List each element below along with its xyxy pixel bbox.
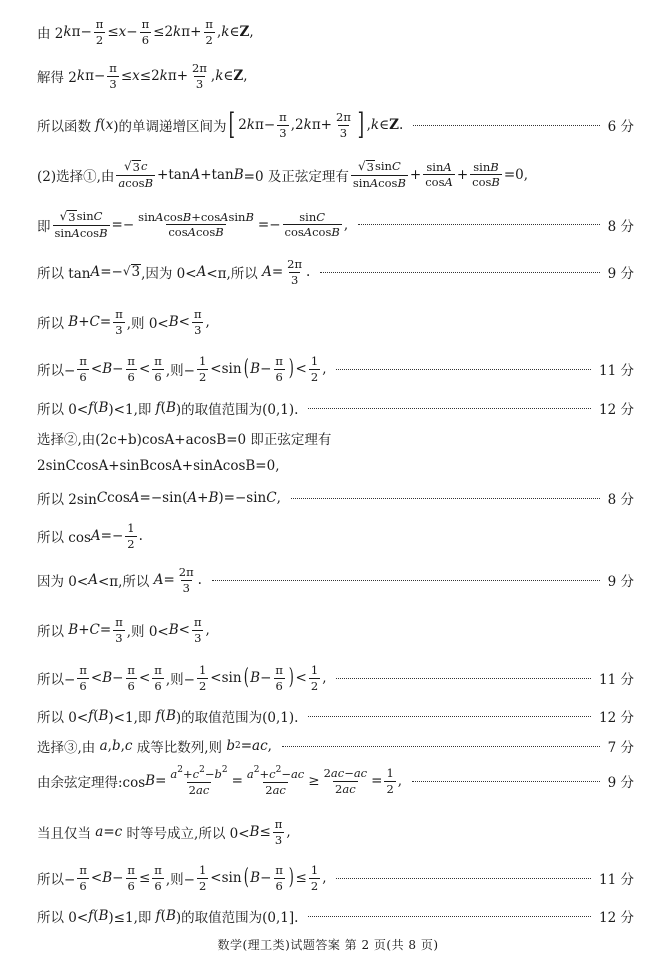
solution-line — [37, 18, 634, 46]
score-label: 7 分 — [607, 740, 634, 756]
solution-line — [37, 864, 634, 892]
leader-dots — [282, 746, 600, 747]
solution-line — [37, 706, 634, 726]
math-expression: 由 2 k π− $\frac{\pi}{2}$ ≤ x − $\frac{\pi}{6}$ ≤2 k π+ $\frac{\pi}{2}$ , k ∈ Z , — [37, 17, 254, 47]
score-label: 12 分 — [599, 910, 634, 926]
solution-line — [37, 258, 634, 286]
math-expression: 由余弦定理得:cos B = $\frac{a^2+c^2-b^2}{2ac}$ = $\frac{a^2+c^2-ac}{2ac}$ ≥ $\frac{2ac-ac}{2ac}$ = $\frac{1}{2}$ , — [37, 765, 403, 797]
score-label: 9 分 — [607, 574, 634, 591]
leader-dots — [412, 781, 600, 782]
score-label: 11 分 — [599, 872, 634, 889]
math-expression: 所以函数 f ( x )的单调递增区间为 [ 2 k π− $\frac{\pi}{3}$ ,2 k π+ $\frac{2\pi}{3}$ ] , k ∈ Z . — [37, 107, 404, 142]
math-expression: 即 √ 3 sinC sinAcosB =− $\frac{\text{sinAcosB+cosAsinB}}{\text{cosAcosB}}$ =− $\frac{\sin C}{\text{cosAcosB}}$ , — [37, 209, 349, 241]
solution-line — [37, 107, 634, 142]
math-expression: 所以− $\frac{\pi}{6}$ < B − $\frac{\pi}{6}$ < $\frac{\pi}{6}$ ,则− $\frac{1}{2}$ <sin ( B − $\frac{\pi}{6}$ ) < $\frac{1}{2}$ , — [37, 354, 327, 384]
solution-line — [37, 62, 634, 90]
solution-line — [37, 458, 634, 474]
score-label: 6 分 — [607, 119, 634, 135]
leader-dots — [212, 580, 600, 581]
score-label: 8 分 — [607, 492, 634, 508]
solution-line — [37, 566, 634, 594]
solution-line — [37, 160, 634, 190]
math-expression: 所以− $\frac{\pi}{6}$ < B − $\frac{\pi}{6}$ ≤ $\frac{\pi}{6}$ ,则− $\frac{1}{2}$ <sin ( B − $\frac{\pi}{6}$ ) ≤ $\frac{1}{2}$ , — [37, 863, 327, 893]
solution-line — [37, 488, 634, 508]
solution-line — [37, 210, 634, 240]
score-label: 9 分 — [607, 775, 634, 792]
solution-line — [37, 398, 634, 418]
text-line: 2sinCcosA+sinBcosA+sinAcosB=0, — [37, 458, 280, 474]
math-expression: 选择③,由 a , b , c 成等比数列,则 b 2 = ac , — [37, 738, 272, 756]
solution-line — [37, 355, 634, 383]
math-expression: 所以 tan A =− √ 3 ,因为 0< A <π,所以 A = $\frac{2\pi}{3}$ . — [37, 257, 311, 287]
math-expression: 所以 B + C = $\frac{\pi}{3}$ ,则 0< B < $\frac{\pi}{3}$ , — [37, 615, 210, 645]
solution-line — [37, 616, 634, 644]
solution-line — [37, 664, 634, 692]
math-expression: 所以 2sin C cos A =−sin( A + B )=−sin C , — [37, 490, 281, 508]
score-label: 11 分 — [599, 363, 634, 380]
leader-dots — [336, 678, 591, 679]
leader-dots — [413, 125, 599, 126]
leader-dots — [336, 878, 591, 879]
text-line: 选择②,由(2c+b)cosA+acosB=0 即正弦定理有 — [37, 432, 332, 448]
page-footer: 数学(理工类)试题答案 第 2 页(共 8 页) — [217, 938, 439, 952]
solution-line — [37, 428, 634, 448]
leader-dots — [308, 716, 591, 717]
math-expression: 解得 2 k π− $\frac{\pi}{3}$ ≤ x ≤2 k π+ $\frac{2\pi}{3}$ , k ∈ Z , — [37, 61, 248, 91]
leader-dots — [308, 408, 591, 409]
leader-dots — [358, 224, 599, 225]
leader-dots — [291, 498, 600, 499]
solution-line — [37, 522, 634, 550]
solution-line — [37, 818, 634, 846]
math-expression: 所以 0< f ( B )<1,即 f ( B )的取值范围为(0,1). — [37, 400, 299, 418]
math-expression: 所以 cos A =− $\frac{1}{2}$ . — [37, 521, 143, 551]
score-label: 9 分 — [607, 266, 634, 283]
math-expression: 所以 0< f ( B )<1,即 f ( B )的取值范围为(0,1). — [37, 708, 299, 726]
math-expression: 当且仅当 a = c 时等号成立,所以 0< B ≤ $\frac{\pi}{3}$ , — [37, 817, 291, 847]
math-expression: (2)选择①,由 √ 3 c acosB +tan A +tan B =0 及正弦定理有 √ 3 sinC sinAcosB + $\frac{\sin A}{\cos A}$ + $\frac{\sin B}{\cos B}$ =0, — [37, 159, 529, 191]
leader-dots — [320, 272, 599, 273]
solution-line — [37, 906, 634, 926]
math-expression: 所以− $\frac{\pi}{6}$ < B − $\frac{\pi}{6}$ < $\frac{\pi}{6}$ ,则− $\frac{1}{2}$ <sin ( B − $\frac{\pi}{6}$ ) < $\frac{1}{2}$ , — [37, 663, 327, 693]
score-label: 8 分 — [607, 218, 634, 235]
math-expression: 因为 0< A <π,所以 A = $\frac{2\pi}{3}$ . — [37, 565, 202, 595]
score-label: 11 分 — [599, 672, 634, 689]
solution-line — [37, 308, 634, 336]
math-expression: 所以 0< f ( B )≤1,即 f ( B )的取值范围为(0,1]. — [37, 908, 299, 926]
solution-line — [37, 766, 634, 796]
solution-line — [37, 736, 634, 756]
math-expression: 所以 B + C = $\frac{\pi}{3}$ ,则 0< B < $\frac{\pi}{3}$ , — [37, 307, 210, 337]
leader-dots — [336, 369, 591, 370]
score-label: 12 分 — [599, 710, 634, 726]
score-label: 12 分 — [599, 402, 634, 418]
leader-dots — [308, 916, 591, 917]
